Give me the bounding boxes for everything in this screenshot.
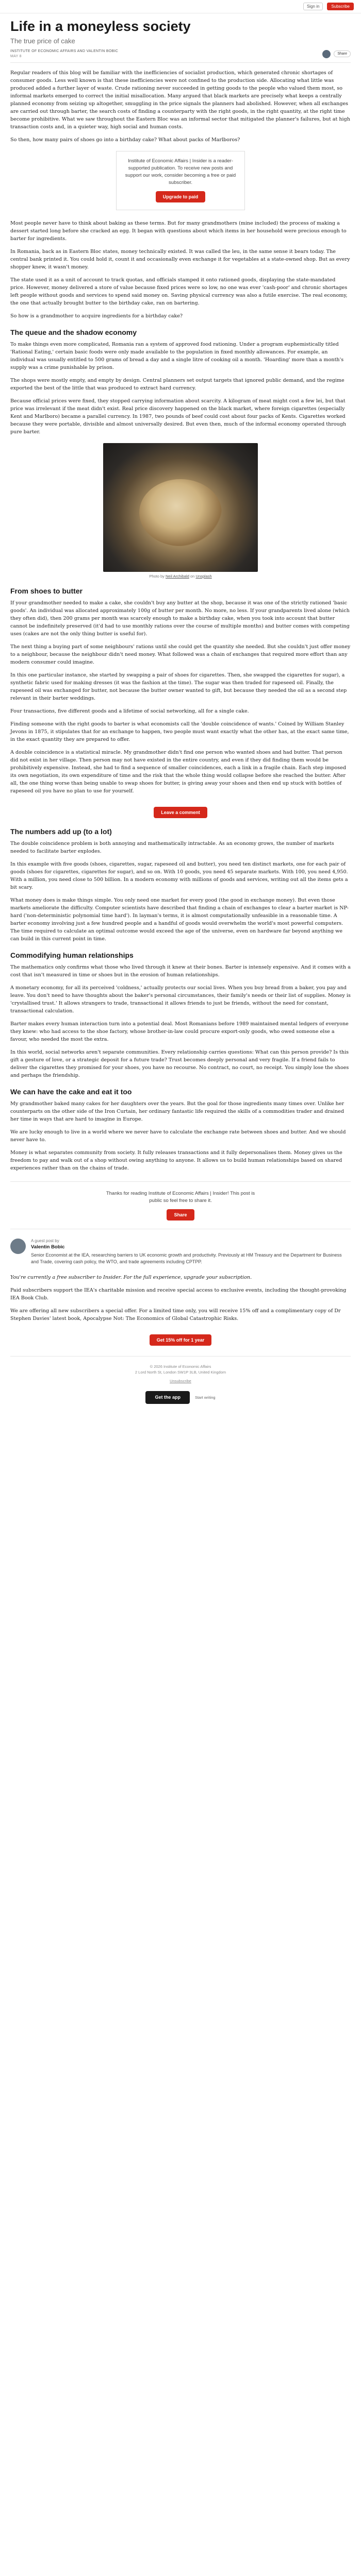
promo-text: Institute of Economic Affairs | Insider is a reader-supported publication. To receive new posts and support our work, consider becoming a free or paid subscriber. [125,158,236,185]
paragraph: So how is a grandmother to acquire ingredients for a birthday cake? [10,313,183,319]
guest-author-card [10,1239,351,1265]
paragraph: The mathematics only confirms what those who lived through it knew at their bones. Barter is intensely expensive. And it comes with a cost that isn't measured in time or shoes but in the erosion of human relationships. [10,964,351,978]
start-writing-link[interactable]: Start writing [194,1395,216,1400]
paragraph: The double coincidence problem is both annoying and mathematically intractable. As an economy grows, the number of markets needed to facilitate barter explodes. [10,841,334,854]
byline [10,49,118,58]
address: 2 Lord North St, London SW1P 3LB, United Kingdom [135,1370,226,1375]
paragraph: The next thing a buying part of some neighbours' rations until she could get the quantity she needed. But she couldn't just offer money to a neighbour, because the neighbour didn't need money. What followed was a chain of exchanges that required more effort than any modern consumer could imagine. [10,644,351,665]
subscription-note: You're currently a free subscriber to Insider. For the full experience, upgrade your subscription. [10,1275,252,1280]
section-heading: The queue and the shadow economy [10,328,137,336]
section-heading: The numbers add up (to a lot) [10,827,112,836]
paragraph: The shops were mostly empty, and empty by design. Central planners set output targets that ignored public demand, and the regime exported the best of the little that was produced to extract hard currency. [10,378,344,391]
paragraph: My grandmother baked many cakes for her daughters over the years. But the goal for those ingredients many times over. Unlike her counterparts on the other side of the Iron Curtain, her ordinary fantastic life required the skills of a commodities trader and drained her time in ways that are hard to imagine in Europe. [10,1101,344,1122]
top-bar [0,0,361,13]
paragraph: In this one particular instance, she started by swapping a pair of shoes for cigarettes. Then, she swapped the cigarettes for sugar), a synthetic fabric used for making dresses (it was the fashion at the time). The sugar was then traded for rapeseed oil. Finally, the rapeseed oil was exchanged for butter, not because the butter owner wanted to gift, but because they needed the oil as a second step relevant in their barter weddings. [10,672,347,701]
paragraph: In Romania, back as in Eastern Bloc states, money technically existed. It was called the leu, in the same sense it bears today. The central bank printed it. You could hold it, count it and occasionally even exchange it for vegetables at a state-owned shop. But as every shopper knew, it wasn't money. [10,249,350,270]
unsubscribe-link[interactable]: Unsubscribe [170,1379,191,1383]
byline-authors[interactable]: INSTITUTE OF ECONOMIC AFFAIRS AND VALENTIN BOBIC [10,49,119,53]
photo-caption [103,574,258,579]
paragraph: A double coincidence is a statistical miracle. My grandmother didn't find one person who wanted shoes and had butter. That person did not exist in her village. Then person may not have existed in the entire country, and even if they did finding them would be prohibitively expensive. Instead, she had to find a sequence of smaller coincidences, each a link in a fragile chain. Each step imposed its own negotiation, its own expenditure of time and the risk that the whole thing would collapse before she reached the butter. After all, the one thing worse than being unable to swap shoes for butter, is giving away your shoes and then end up stuck with bottles of rapeseed oil you have no plan to use for yourself. [10,750,346,794]
paragraph: To make things even more complicated, Romania ran a system of approved food rationing. Under a program euphemistically titled 'Rational Eating,' certain basic foods were only made available to the population in fixed monthly allowances. For example, an individual was usually entitled to 500 grams of bread a day and a single litre of cooking oil a month. 'Hoarding' more than a month's supply was a crime punishable by prison. [10,342,344,370]
cake-image-shape [139,479,222,546]
footer-links [10,1378,351,1384]
comment-cta [10,802,351,818]
paragraph: We are offering all new subscribers a special offer. For a limited time only, you will receive 15% off and a complimentary copy of Dr Stephen Davies' latest book, Apocalypse Not: The Economics of Global Catastrophic Risks. [10,1308,341,1321]
share-promo-text: Thanks for reading Institute of Economic Affairs | Insider! This post is public so feel free to share it. [106,1191,255,1204]
guest-author-bio: Senior Economist at the IEA, researching barriers to UK economic growth and productivity. Previously at HM Treasury and the Department for Business and Trade, covering cash policy, the WTO, and trade agreements including CPTPP. [31,1252,342,1264]
copyright: © 2026 Institute of Economic Affairs [150,1364,211,1369]
share-button-top[interactable]: Share [334,50,351,57]
guest-author-avatar[interactable] [10,1239,26,1254]
post [10,19,351,1414]
get-app-button[interactable]: Get the app [145,1391,190,1404]
post-title: Life in a moneyless society [10,19,191,34]
section-heading: From shoes to butter [10,587,83,595]
paragraph: Because official prices were fixed, they stopped carrying information about scarcity. A kilogram of meat might cost a few lei, but that price was irrelevant if the meat didn't exist. Real price discovery happened on the black market, where foreign cigarettes (especially Kent and Marlboro) became a parallel currency. In 1987, two pounds of beef could cost about four packs of Kents. Cigarettes worked because they were portable, divisible and almost universally desired. But even then, much of the informal economy operated through pure barter. [10,398,347,435]
subscribe-promo [116,151,245,210]
app-bar [10,1391,351,1404]
offer-cta [10,1330,351,1346]
meta-actions [322,50,351,58]
paragraph: In this example with five goods (shoes, cigarettes, sugar, rapeseed oil and butter), you need ten distinct markets, one for each pair of goods (shoes for cigarettes, cigarettes for sugar), and so on. With 10 goods, you need 45 separate markets. With 100, you need 4,950. With a million, you need close to 500 billion. In a modern economy with millions of goods and services, writing out all the items gets a bit scary. [10,861,348,890]
share-promo [10,1181,351,1229]
paragraph: A monetary economy, for all its perceived 'coldness,' actually protects our social lives. When you buy bread from a baker, you pay and leave. You don't need to have thoughts about the baker's personal circumstances, their family's needs or their list of supplies. Money is 'crystallised trust.' It allows strangers to trade, transactional it allows friends to just be friends, without the need for constant, transactional calculation. [10,985,351,1014]
post-date: MAY 8 [10,55,22,58]
paragraph: Finding someone with the right goods to barter is what economists call the 'double coincidence of wants.' Coined by William Stanley Jevons in 1875, it stipulates that for an exchange to happen, two people must want exactly what the other has, at the exact same time, in the exact quantity they are prepared to offer. [10,721,349,742]
photographer-link[interactable]: Neil Archibald [166,574,189,579]
paragraph: Most people never have to think about baking as these terms. But for many grandmothers (mine included) the process of making a dessert started long before she cracked an egg. It began with questions about which items in her household were precious enough to barter for ingredients. [10,221,347,242]
caption-prefix: Photo by [149,574,165,579]
paragraph: In this world, social networks aren't separate communities. Every relationship carries questions: What can this person provide? Is this gift a gesture of love, or a strategic deposit for a future trade? Trust becomes deeply personal and very fragile. If a friend fails to deliver the cigarettes they promised for your shoes, you have no recourse. No contract, no court, no receipt. You simply lose the shoes and perhaps the friendship. [10,1049,349,1078]
paragraph: We are lucky enough to live in a world where we never have to calculate the exchange rate between shoes and butter. And we should never have to. [10,1129,346,1143]
divider [10,62,351,63]
post-meta [10,49,351,58]
paragraph: If your grandmother needed to make a cake, she couldn't buy any butter at the shop, because it was one of the strictly rationed 'basic goods'. An individual was allocated approximately 100g of butter per month. No more, no less. If your grandparents lived alone (which they often did), then 200 grams per month was scarcely enough to make a birthday cake, when you took into account that butter cannot be indefinitely preserved (it'd had to use monthly rations over the course of multiple months) and butter comes with competing uses (cakes are not the only thing butter is useful for). [10,600,350,637]
guest-label: A guest post by [31,1239,59,1243]
paragraph: Money is what separates community from society. It fully releases transactions and it fully depersonalises them. Money gives us the freedom to pay and walk out of a shop without owing anything to anyone. It allows us to build human relationships based on shared experiences rather than on the chains of trade. [10,1150,342,1171]
email-footer [10,1356,351,1404]
paragraph: What money does is make things simple. You only need one market for every good (the good in exchange money). But even those markets ameliorate the difficulty. Computer scientists have described that finding a chain of exchanges to clear a barter market is NP-hard ('non-deterministic polynomial time hard'). In layman's terms, it is almost computationally unfeasible in a reasonable time. A barter economy involving just a few hundred people and a handful of goods would overwhelm the world's most powerful computers. The time required to calculate an optimal outcome would exceed the age of the universe, even on hardware far beyond anything we can build in this current point in time. [10,897,349,942]
section-heading: Commodifying human relationships [10,951,134,959]
leave-comment-button[interactable]: Leave a comment [154,807,207,818]
paragraph: Paid subscribers support the IEA's charitable mission and receive special access to exclusive events, including the thought-provoking IEA Book Club. [10,1287,347,1301]
discount-offer-button[interactable]: Get 15% off for 1 year [150,1334,212,1346]
paragraph: Regular readers of this blog will be familiar with the inefficiencies of socialist production, which generated chronic shortages of consumer goods. Less well known is that these inefficiencies were not confined to the production side. Allocating what little was produced added a further layer of waste. Crude rationing never succeeded in getting goods to the people who valued them most, so informal markets emerged to correct the initial misallocation. Many argued that black markets are precisely what keeps a centrally planned economy from seizing up altogether, smuggling in the price signals the planners had abolished. However, when all exchanges are carried out through barter, the search costs of finding a counterparty with the right goods, in the right quantity, at the right time become prohibitive. What we saw throughout the Eastern Bloc was an informal sector that mitigated the planner's failures, but at high transaction costs and, in a quieter way, high social and human costs. [10,70,350,130]
source-link[interactable]: Unsplash [195,574,212,579]
upgrade-button[interactable]: Upgrade to paid [156,191,206,202]
author-avatar[interactable] [322,50,331,58]
guest-author-name[interactable]: Valentin Bobic [31,1244,65,1250]
paragraph: The state used it as a unit of account to track quotas, and officials stamped it onto rationed goods, displaying the state-mandated price. However, money delivered a store of value because fixed prices were so low, no one was ever 'cash-poor' and chronic shortages left people without goods and services to spend said money on. Saving physical currency was also a futile exercise. The real economy, the one that actually brought butter to the birthday cake, ran on bartering. [10,277,348,306]
signin-link[interactable]: Sign in [303,3,323,10]
share-button[interactable]: Share [167,1209,194,1221]
subscribe-button[interactable]: Subscribe [327,3,354,10]
section-heading: We can have the cake and eat it too [10,1088,132,1096]
post-subtitle: The true price of cake [10,37,75,45]
cake-photo[interactable] [103,443,258,572]
caption-mid: on [190,574,195,579]
post-figure [103,443,258,579]
paragraph: Four transactions, five different goods and a lifetime of social networking, all for a single cake. [10,708,249,714]
paragraph: So then, how many pairs of shoes go into a birthday cake? What about packs of Marlboros? [10,137,240,143]
paragraph: Barter makes every human interaction turn into a potential deal. Most Romanians before 1989 maintained mental ledgers of everyone they knew: who had access to the shoe factory, whose brother-in-law could procure export-only goods, who owed someone else a favour, who needed the most the extra. [10,1021,349,1042]
